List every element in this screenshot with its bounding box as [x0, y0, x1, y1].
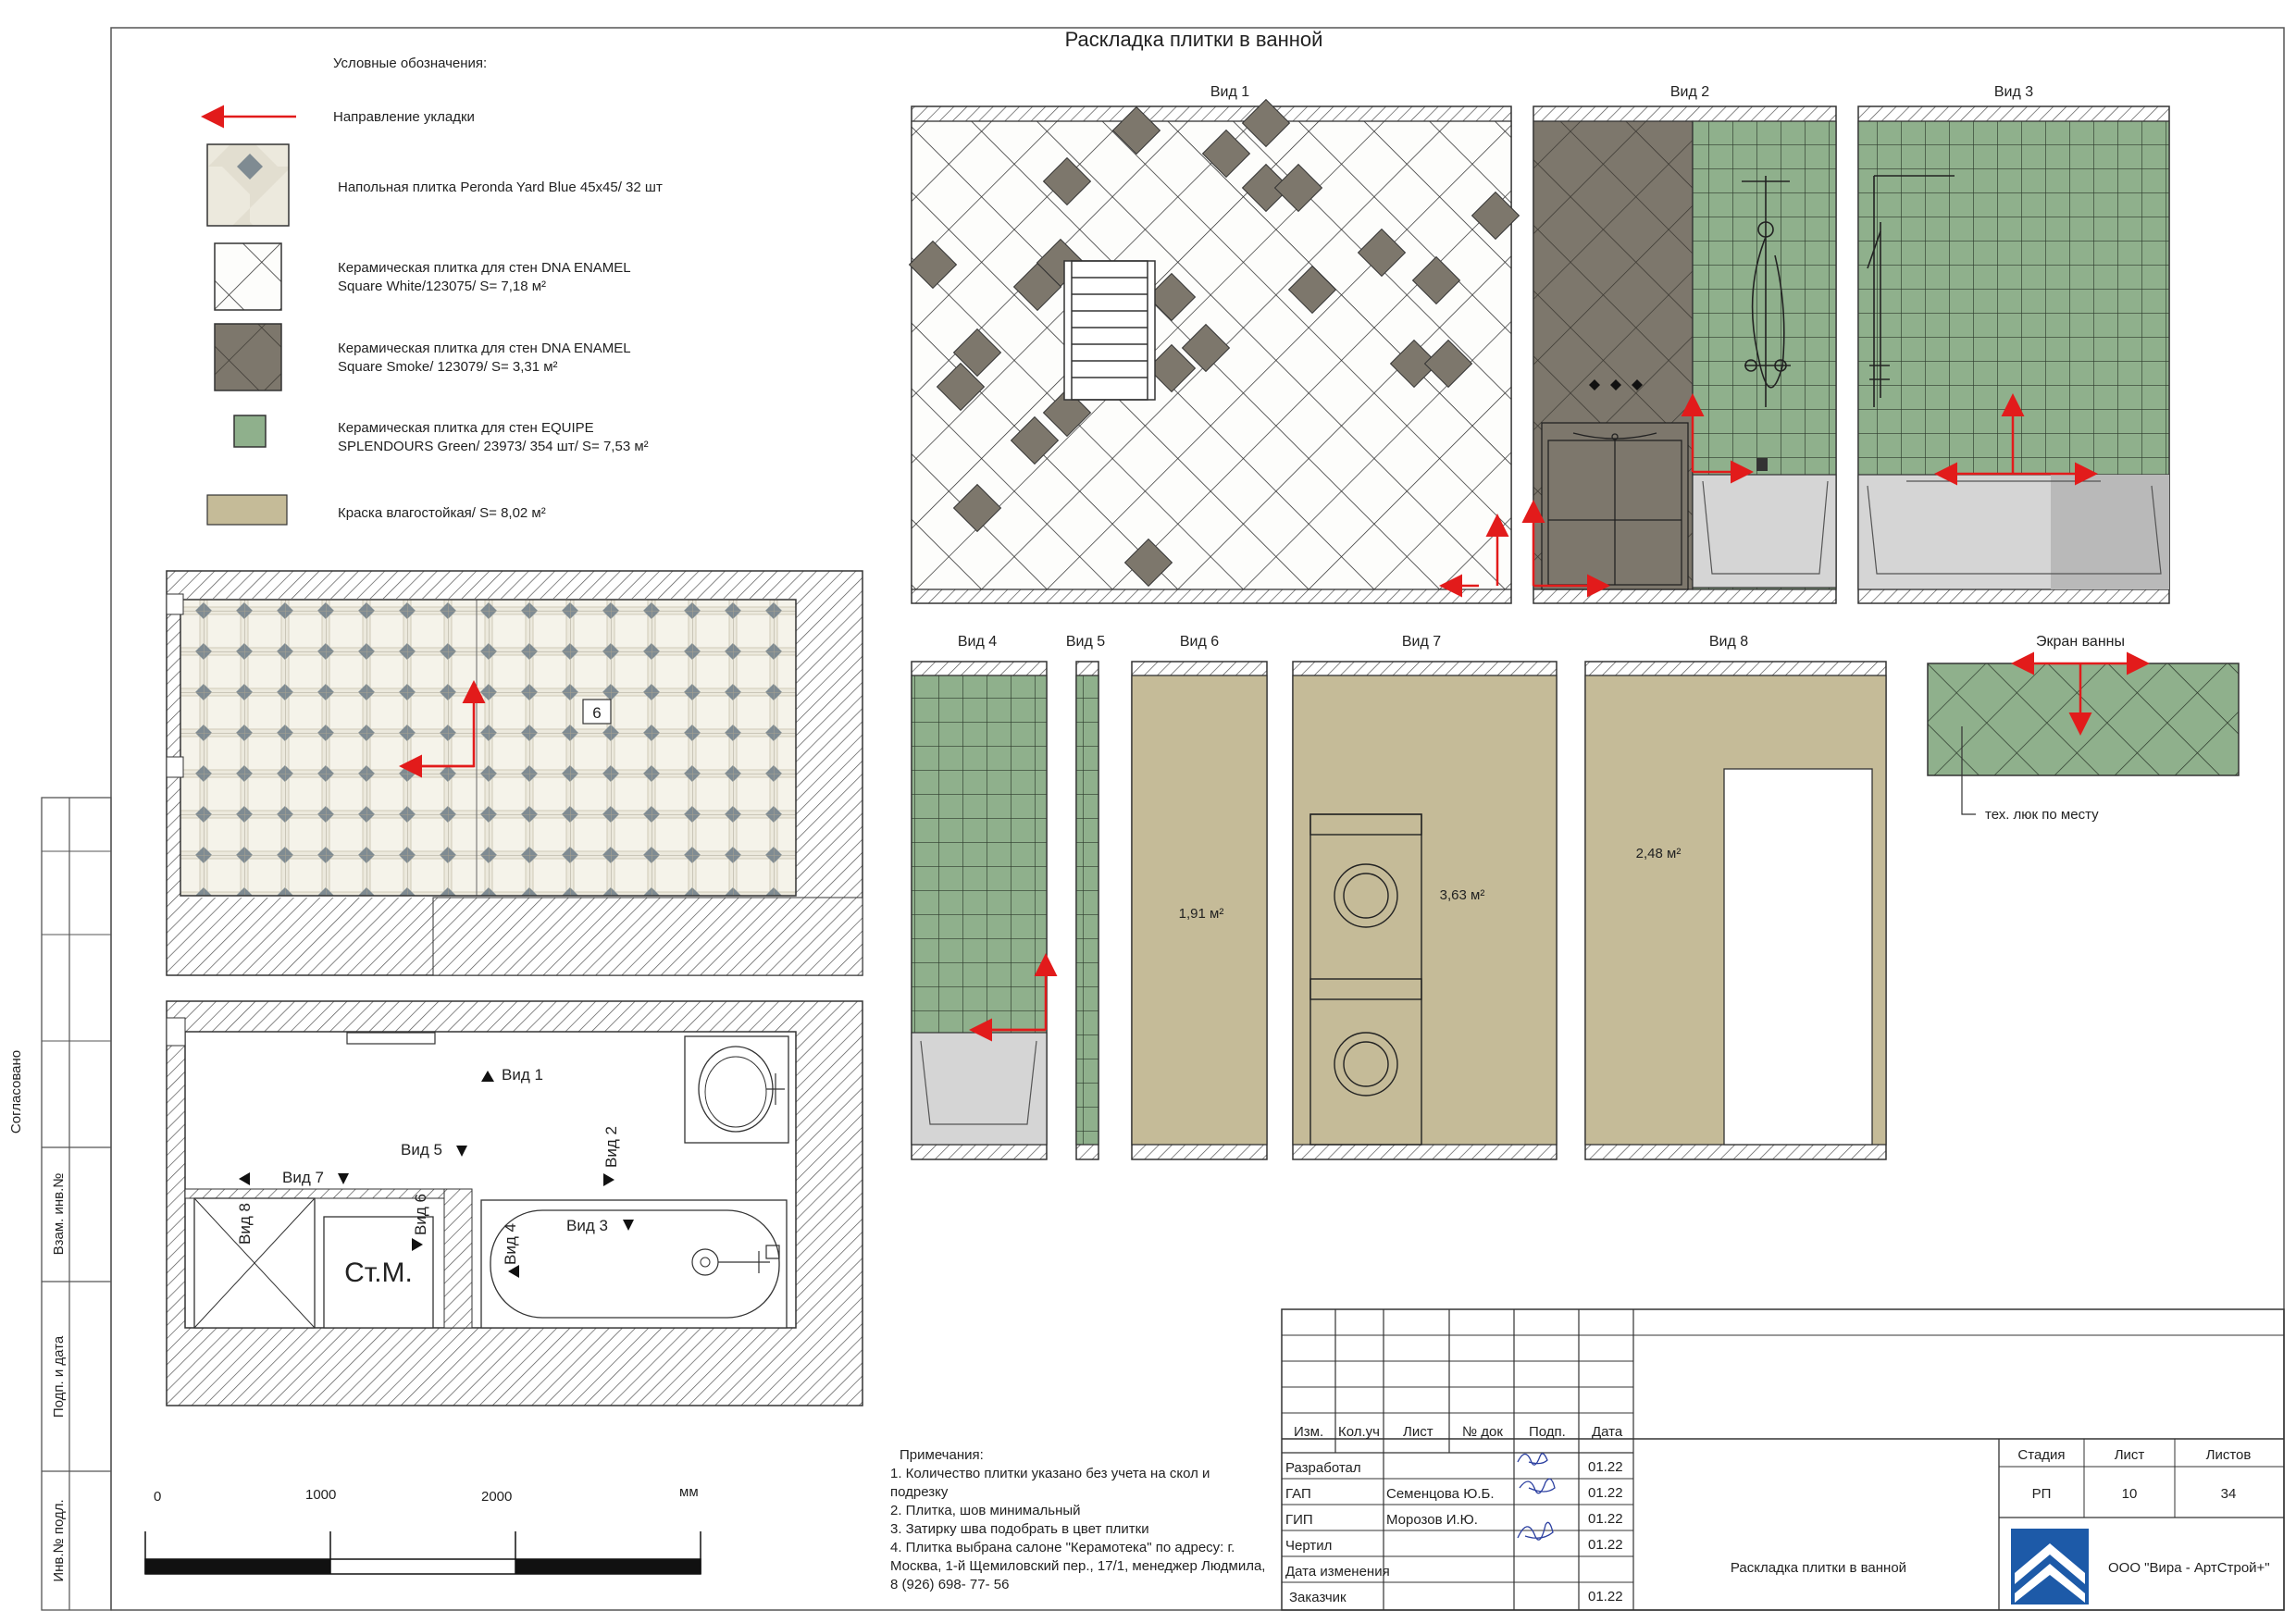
view-6-area: 1,91 м² [1178, 906, 1224, 922]
tb-role-0: Разработал [1285, 1460, 1361, 1476]
plan-label-v2: Вид 2 [602, 1126, 620, 1168]
legend-white-line2: Square White/123075/ S= 7,18 м² [338, 279, 547, 294]
legend-smoke-line2: Square Smoke/ 123079/ S= 3,31 м² [338, 359, 558, 375]
company-logo-icon [2011, 1529, 2089, 1604]
scale-unit: мм [679, 1484, 699, 1500]
paint-swatch [207, 495, 287, 525]
hatch-note: тех. люк по месту [1985, 807, 2099, 823]
tb-sheet-value: 10 [2121, 1486, 2138, 1502]
washer-label: Ст.М. [344, 1258, 413, 1288]
elevation-view-2 [1533, 84, 1836, 603]
tb-header-izm: Изм. [1294, 1424, 1324, 1440]
legend-green-line2: SPLENDOURS Green/ 23973/ 354 шт/ S= 7,53 м² [338, 439, 649, 454]
white-tile-swatch [215, 243, 281, 310]
elevation-view-3 [1858, 84, 2169, 603]
side-agreed-label: Согласовано [8, 1049, 24, 1134]
tb-name-1: Семенцова Ю.Б. [1386, 1486, 1495, 1502]
tb-role-5: Заказчик [1289, 1590, 1347, 1605]
notes-line-1: 1. Количество плитки указано без учета на скол и [890, 1466, 1210, 1481]
plan-label-v5: Вид 5 [401, 1141, 442, 1158]
tb-date-5: 01.22 [1588, 1589, 1623, 1604]
elevation-view-8 [1585, 634, 1886, 1159]
door-opening [1724, 769, 1872, 1145]
tb-role-2: ГИП [1285, 1512, 1313, 1528]
legend-smoke-line1: Керамическая плитка для стен DNA ENAMEL [338, 341, 631, 356]
tb-sheets-value: 34 [2220, 1486, 2237, 1502]
side-sign-date-label: Подп. и дата [51, 1335, 67, 1419]
view-4-title: Вид 4 [957, 634, 998, 650]
view-6-title: Вид 6 [1179, 634, 1220, 650]
plan-label-v8: Вид 8 [236, 1203, 254, 1245]
floor-tile-swatch [207, 144, 289, 226]
legend-paint-label: Краска влагостойкая/ S= 8,02 м² [338, 505, 546, 521]
notes-heading: Примечания: [900, 1447, 984, 1463]
bath-screen-title: Экран ванны [2036, 634, 2125, 650]
elevation-view-6 [1132, 634, 1267, 1159]
elevation-view-7 [1293, 634, 1557, 1159]
tb-stage-label: Стадия [2017, 1447, 2066, 1463]
tb-sheet-label: Лист [2114, 1447, 2145, 1463]
smoke-tile-swatch [215, 324, 281, 390]
view-8-title: Вид 8 [1708, 634, 1749, 650]
tb-date-2: 01.22 [1588, 1511, 1623, 1527]
scale-bar [145, 1484, 701, 1574]
scale-tick-2000: 2000 [481, 1489, 513, 1505]
tb-header-koluch: Кол.уч [1338, 1424, 1380, 1440]
notes-line-4: 3. Затирку шва подобрать в цвет плитки [890, 1521, 1149, 1537]
tb-header-podp: Подп. [1529, 1424, 1566, 1440]
scale-tick-0: 0 [154, 1489, 162, 1505]
view-1-title: Вид 1 [1210, 84, 1250, 100]
notes-line-2: подрезку [890, 1484, 949, 1500]
legend-white-line1: Керамическая плитка для стен DNA ENAMEL [338, 260, 631, 276]
notes-line-3: 2. Плитка, шов минимальный [890, 1503, 1081, 1518]
tb-name-2: Морозов И.Ю. [1386, 1512, 1478, 1528]
view-7-area: 3,63 м² [1439, 887, 1485, 903]
legend [205, 56, 663, 525]
signature-marks [1518, 1454, 1555, 1540]
notes [890, 1447, 1265, 1592]
elevation-view-5 [1066, 634, 1105, 1159]
fixtures-plan [167, 1001, 863, 1406]
floor-tiling-plan [167, 571, 863, 975]
tb-company: ООО "Вира - АртСтрой+" [2108, 1560, 2270, 1576]
tb-role-1: ГАП [1285, 1486, 1311, 1502]
title-block [1282, 1309, 2284, 1610]
elevation-view-1 [910, 84, 1520, 603]
plan-label-v4: Вид 4 [502, 1223, 519, 1265]
elevation-view-4 [912, 634, 1047, 1159]
room-number: 6 [592, 704, 602, 722]
legend-green-line1: Керамическая плитка для стен EQUIPE [338, 420, 594, 436]
side-stamp [8, 798, 111, 1610]
tb-drawing-name: Раскладка плитки в ванной [1730, 1560, 1907, 1576]
side-inv-replace-label: Взам. инв.№ [51, 1172, 67, 1256]
sheet-title: Раскладка плитки в ванной [1064, 28, 1323, 51]
tb-header-list: Лист [1403, 1424, 1433, 1440]
vanity-icon [1542, 423, 1688, 589]
scale-tick-1000: 1000 [305, 1487, 337, 1503]
view-8-area: 2,48 м² [1635, 846, 1682, 861]
notes-line-6: Москва, 1-й Щемиловский пер., 17/1, менеджер Людмила, [890, 1558, 1266, 1574]
tb-sheets-label: Листов [2205, 1447, 2252, 1463]
notes-line-7: 8 (926) 698- 77- 56 [890, 1577, 1010, 1592]
legend-direction-label: Направление укладки [333, 109, 475, 125]
plan-label-v6: Вид 6 [412, 1194, 429, 1235]
bath-screen-view [1928, 634, 2239, 823]
view-2-title: Вид 2 [1669, 84, 1710, 100]
towel-rail-icon [1064, 261, 1155, 400]
plan-label-v3: Вид 3 [566, 1217, 608, 1234]
tb-header-ndoc: № док [1462, 1424, 1503, 1440]
view-5-title: Вид 5 [1065, 634, 1106, 650]
tb-header-date: Дата [1592, 1424, 1623, 1440]
plan-label-v1: Вид 1 [502, 1066, 543, 1084]
view-7-title: Вид 7 [1401, 634, 1442, 650]
notes-line-5: 4. Плитка выбрана салоне "Керамотека" по адресу: г. [890, 1540, 1235, 1555]
legend-floor-label: Напольная плитка Peronda Yard Blue 45х45/ 32 шт [338, 180, 663, 195]
tb-date-0: 01.22 [1588, 1459, 1623, 1475]
legend-heading: Условные обозначения: [333, 56, 488, 71]
plan-label-v7: Вид 7 [282, 1169, 324, 1186]
view-3-title: Вид 3 [1993, 84, 2034, 100]
green-tile-swatch [234, 415, 266, 447]
side-inv-orig-label: Инв.№ подл. [51, 1499, 67, 1582]
tb-role-4: Дата изменения [1285, 1564, 1390, 1580]
tb-stage-value: РП [2031, 1486, 2052, 1502]
tb-date-3: 01.22 [1588, 1537, 1623, 1553]
tb-date-1: 01.22 [1588, 1485, 1623, 1501]
tb-role-3: Чертил [1285, 1538, 1333, 1554]
